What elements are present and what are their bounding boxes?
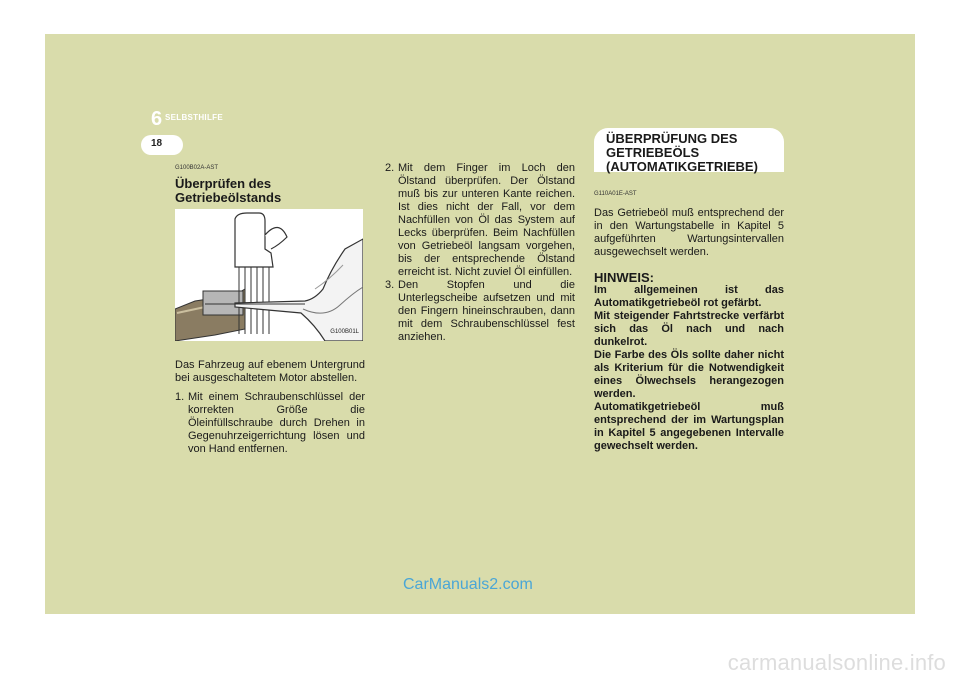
note-line-2: Mit steigender Fahrtstrecke verfärbt sich das Öl nach und nach dunkelrot. [594,310,784,348]
section-title-line-2: Getriebeölstands [175,190,282,205]
step-1-text: Mit einem Schraubenschlüssel der korrekten Größe die Öleinfüllschraube durch Drehen in Gegenuhrzeigerrichtung lösen und von Hand entfernen. [188,391,365,455]
note-line-3: Die Farbe des Öls sollte daher nicht als Kriterium für die Notwendigkeit eines Ölwechsels herangezogen werden. [594,349,784,400]
watermark-text: carmanualsonline.info [727,650,946,675]
illustration-drawing [175,209,363,341]
oil-level-check-illustration [175,209,363,341]
section-code: G100B02A-AST [175,165,219,171]
note-body [594,284,784,453]
step-3-text: Den Stopfen und die Unterlegscheibe aufsetzen und mit den Fingern hineinschrauben, dann mit dem Schraubenschlüssel fest anziehen. [398,279,575,343]
figure-code: G100B01L [330,329,359,335]
step-3 [385,279,575,344]
chapter-title: SELBSTHILFE [165,113,223,122]
note-line-4: Automatikgetriebeöl muß entsprechend der im Wartungsplan in Kapitel 5 angegebenen Intervalle gewechselt werden. [594,401,784,452]
intro-paragraph: Das Fahrzeug auf ebenem Untergrund bei ausgeschaltetem Motor abstellen. [175,359,365,384]
step-2-text: Mit dem Finger im Loch den Ölstand überprüfen. Der Ölstand muß bis zur unteren Kante reichen. Ist dies nicht der Fall, vor dem Nachfüllen von Öl das System auf Lecks überprüfen. Beim Nachfüllen von Getriebeöl langsam vorgehen, bis der entsprechende Ölstand erreicht ist. Nicht zuviel Öl einfüllen. [398,162,575,278]
middle-column [385,162,575,344]
step-1-number: 1. [175,391,185,403]
steps-list [175,391,365,456]
transmission-bracket [265,227,287,249]
section-title [175,177,365,205]
carmanuals-logo[interactable]: CarManuals2.com [403,576,533,593]
note-title: HINWEIS: [594,270,654,285]
section-title-line-1: Überprüfen des [175,176,272,191]
section-code-right: G110A01E-AST [594,191,637,197]
note-line-1: Im allgemeinen ist das Automatikgetriebeöl rot gefärbt. [594,284,784,309]
step-3-number: 3. [385,279,395,291]
step-2 [385,162,575,279]
right-column [594,186,784,453]
steps-list-continued [385,162,575,344]
step-1 [175,391,365,456]
step-2-number: 2. [385,162,395,174]
oil-change-paragraph: Das Getriebeöl muß entsprechend der in den Wartungstabelle in Kapitel 5 aufgeführten Wartungsintervallen ausgewechselt werden. [594,207,784,258]
page-number: 18 [151,138,163,149]
section-tab-title: ÜBERPRÜFUNG DES GETRIEBEÖLS (AUTOMATIKGETRIEBE) [606,131,758,174]
chapter-number: 6 [151,108,163,130]
left-column [175,160,365,456]
